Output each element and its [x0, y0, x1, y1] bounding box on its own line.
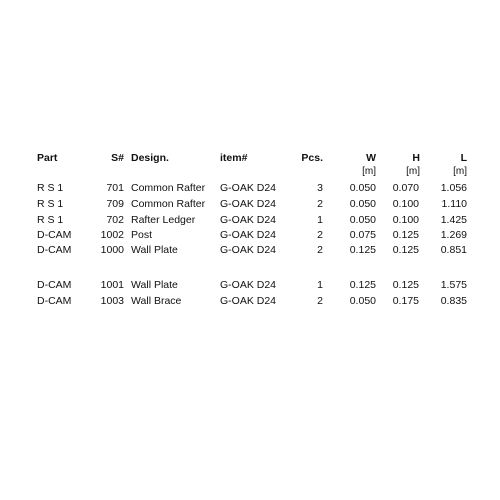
header-h: H	[412, 152, 420, 164]
cell-h: 0.125	[392, 229, 419, 241]
table-row	[0, 197, 500, 211]
cell-pcs: 2	[317, 244, 323, 256]
cell-design: Wall Plate	[131, 279, 178, 291]
cell-design: Post	[131, 229, 153, 241]
header-sn: S#	[111, 152, 124, 164]
cell-w: 0.125	[349, 244, 376, 256]
table-row	[0, 213, 500, 227]
header-item: item#	[220, 152, 248, 164]
cell-l: 1.269	[440, 229, 467, 241]
cell-part: R S 1	[37, 214, 64, 226]
cell-sn: 701	[106, 182, 124, 194]
cell-sn: 702	[106, 214, 124, 226]
header-w: W	[366, 152, 376, 164]
table-row	[0, 243, 500, 257]
cell-h: 0.175	[392, 295, 419, 304]
cell-h: 0.125	[392, 279, 419, 291]
cell-sn: 1001	[100, 279, 124, 291]
cell-item: G-OAK D24	[220, 244, 277, 256]
cell-l: 0.835	[440, 295, 467, 304]
cell-part: D-CAM	[37, 244, 72, 256]
cell-design: Rafter Ledger	[131, 214, 196, 226]
cell-sn: 709	[106, 198, 124, 210]
cell-w: 0.050	[349, 214, 376, 226]
clipped-row-container	[0, 294, 500, 304]
cell-pcs: 2	[317, 198, 323, 210]
cell-w: 0.075	[349, 229, 376, 241]
header-l-unit: [m]	[453, 166, 467, 177]
table-row	[0, 228, 500, 242]
cell-pcs: 1	[317, 279, 323, 291]
cell-item: G-OAK D24	[220, 295, 277, 304]
cell-l: 0.851	[440, 244, 467, 256]
cell-part: R S 1	[37, 198, 64, 210]
cell-item: G-OAK D24	[220, 229, 277, 241]
table-row	[0, 278, 500, 292]
cell-item: G-OAK D24	[220, 279, 277, 291]
header-l: L	[460, 152, 467, 164]
cell-part: D-CAM	[37, 295, 72, 304]
cell-design: Common Rafter	[131, 182, 206, 194]
cell-h: 0.070	[392, 182, 419, 194]
header-design: Design.	[131, 152, 169, 164]
cell-item: G-OAK D24	[220, 198, 277, 210]
cell-part: D-CAM	[37, 229, 72, 241]
cell-item: G-OAK D24	[220, 182, 277, 194]
cell-l: 1.110	[441, 198, 467, 210]
table-header-units	[0, 165, 500, 179]
cell-pcs: 2	[317, 229, 323, 241]
header-w-unit: [m]	[362, 166, 376, 177]
cell-pcs: 2	[317, 295, 323, 304]
table-header	[0, 151, 500, 165]
cell-w: 0.050	[349, 295, 376, 304]
cell-h: 0.100	[392, 214, 419, 226]
cell-pcs: 1	[317, 214, 323, 226]
cell-pcs: 3	[317, 182, 323, 194]
cell-l: 1.056	[440, 182, 467, 194]
cell-w: 0.050	[349, 198, 376, 210]
table-row	[0, 181, 500, 195]
cell-w: 0.125	[349, 279, 376, 291]
cell-part: R S 1	[37, 182, 64, 194]
cell-sn: 1000	[100, 244, 124, 256]
header-h-unit: [m]	[406, 166, 420, 177]
cell-l: 1.425	[440, 214, 467, 226]
cell-h: 0.100	[392, 198, 419, 210]
cell-l: 1.575	[440, 279, 467, 291]
cell-design: Wall Brace	[131, 295, 182, 304]
header-part: Part	[37, 152, 58, 164]
header-pcs: Pcs.	[301, 152, 323, 164]
table-row	[0, 294, 500, 304]
cell-item: G-OAK D24	[220, 214, 277, 226]
cell-h: 0.125	[392, 244, 419, 256]
cell-design: Common Rafter	[131, 198, 206, 210]
cell-part: D-CAM	[37, 279, 72, 291]
cell-design: Wall Plate	[131, 244, 178, 256]
cell-w: 0.050	[349, 182, 376, 194]
cell-sn: 1003	[100, 295, 124, 304]
cell-sn: 1002	[100, 229, 124, 241]
